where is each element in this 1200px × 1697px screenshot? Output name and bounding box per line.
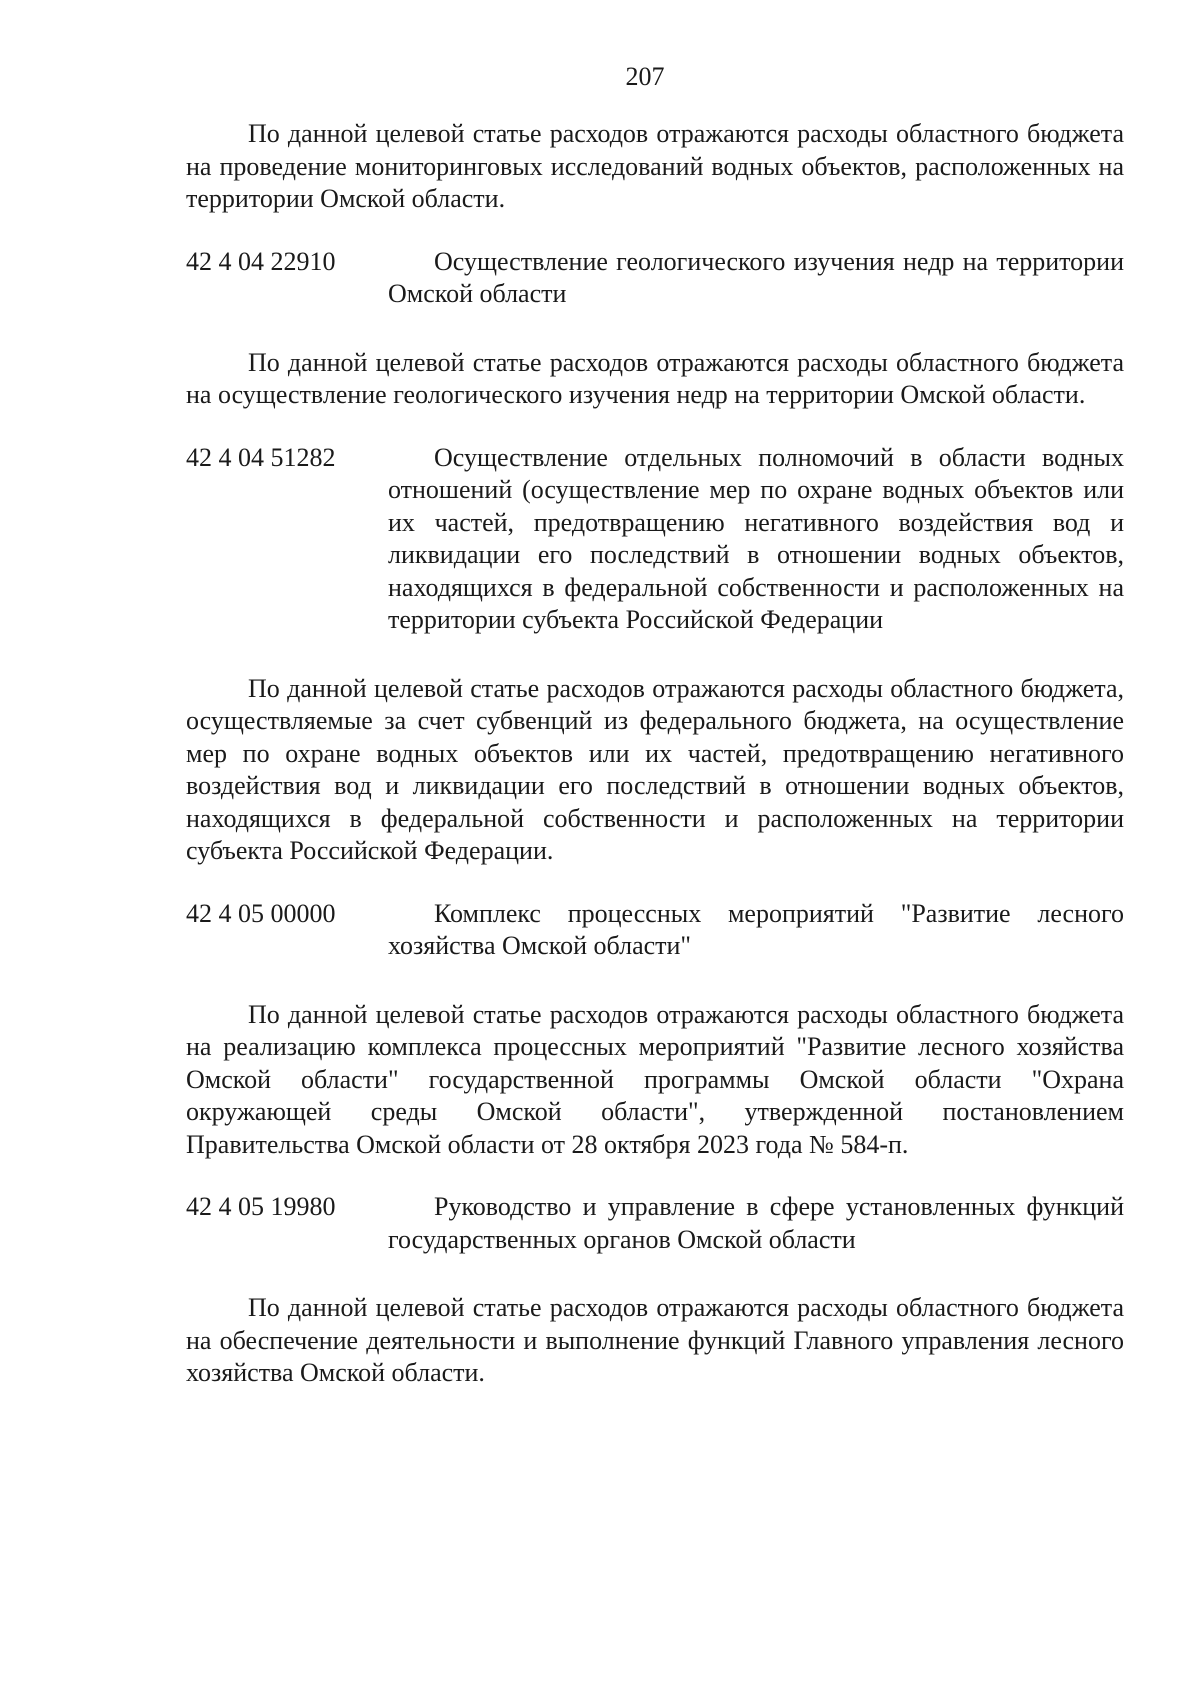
document-body [186, 118, 1124, 1390]
paragraph-forestry-complex: По данной целевой статье расходов отражаются расходы областного бюджета на реализацию комплекса процессных мероприятий "Развитие лесного хозяйства Омской области" государственной программы Омской области "Охрана окружающей среды Омской области", утвержденной постановлением Правительства Омской области от 28 октября 2023 года № 584-п. [186, 999, 1124, 1159]
budget-entry [186, 246, 1124, 311]
entry-title: Руководство и управление в сфере установленных функций государственных органов Омской области [388, 1192, 1124, 1254]
page-number: 207 [625, 62, 665, 91]
entry-code: 42 4 04 22910 [186, 246, 336, 276]
entry-code: 42 4 05 19980 [186, 1192, 336, 1221]
paragraph-water-monitoring: По данной целевой статье расходов отражаются расходы областного бюджета на проведение мониторинговых исследований водных объектов, расположенных на территории Омской области. [186, 119, 1124, 213]
budget-entry [186, 442, 1124, 637]
entry-title: Осуществление отдельных полномочий в области водных отношений (осуществление мер по охране водных объектов или их частей, предотвращению негативного воздействия вод и ликвидации его последствий в отношении водных объектов, находящихся в федеральной собственности и расположенных на территории субъекта Российской Федерации [388, 442, 1124, 634]
budget-entry [186, 898, 1124, 963]
entry-title: Осуществление геологического изучения недр на территории Омской области [388, 246, 1124, 308]
budget-entry [186, 1191, 1124, 1256]
paragraph-geology: По данной целевой статье расходов отражаются расходы областного бюджета на осуществление геологического изучения недр на территории Омской области. [186, 347, 1124, 409]
paragraph-forestry-management: По данной целевой статье расходов отражаются расходы областного бюджета на обеспечение деятельности и выполнение функций Главного управления лесного хозяйства Омской области. [186, 1293, 1124, 1387]
entry-code: 42 4 05 00000 [186, 898, 336, 928]
entry-code: 42 4 04 51282 [186, 442, 336, 472]
entry-title: Комплекс процессных мероприятий "Развитие лесного хозяйства Омской области" [388, 898, 1124, 960]
paragraph-water-relations: По данной целевой статье расходов отражаются расходы областного бюджета, осуществляемые за счет субвенций из федерального бюджета, на осуществление мер по охране водных объектов или их частей, предотвращению негативного воздействия вод и ликвидации его последствий в отношении водных объектов, находящихся в федеральной собственности и расположенных на территории субъекта Российской Федерации. [186, 673, 1124, 865]
